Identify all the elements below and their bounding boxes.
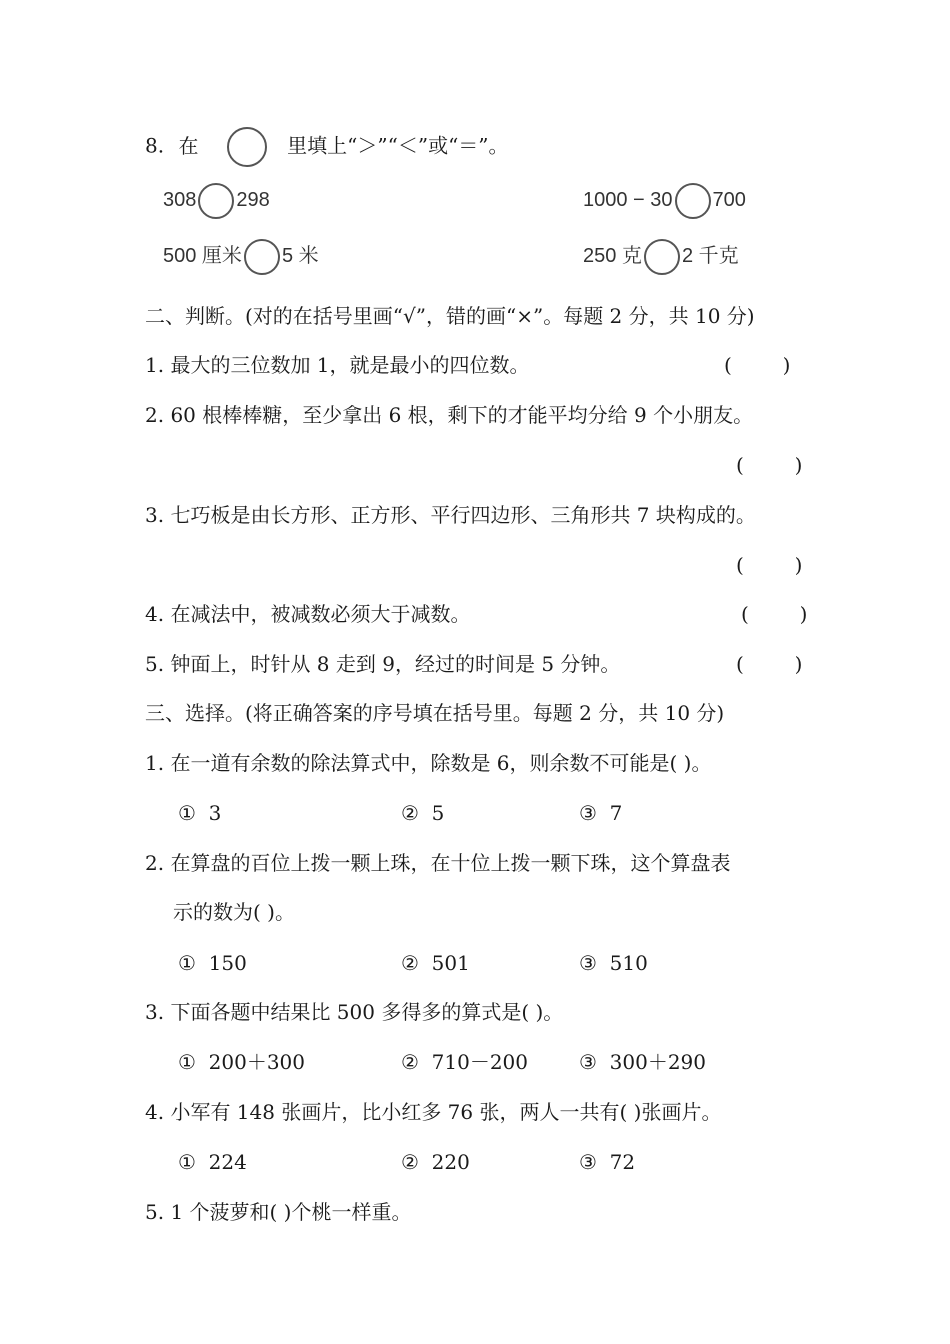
option-3[interactable]: ③ 510 xyxy=(579,951,648,975)
q8-pre: 在 xyxy=(178,133,199,158)
option-1[interactable]: ① 224 xyxy=(178,1150,247,1174)
compare-right: 298 xyxy=(236,189,270,211)
compare-right: 5 米 xyxy=(281,245,319,267)
compare-item-3 xyxy=(163,236,319,276)
judge-item-5: 5. 钟面上，时针从 8 走到 9，经过的时间是 5 分钟。 xyxy=(145,652,621,676)
compare-item-2 xyxy=(583,180,746,220)
answer-circle[interactable] xyxy=(198,183,234,219)
option-2[interactable]: ② 220 xyxy=(401,1150,470,1174)
judge-item-2: 2. 60 根棒棒糖，至少拿出 6 根，剩下的才能平均分给 9 个小朋友。 xyxy=(145,403,754,427)
compare-right: 700 xyxy=(712,189,746,211)
judge-item-3: 3. 七巧板是由长方形、正方形、平行四边形、三角形共 7 块构成的。 xyxy=(145,503,756,527)
q8-number: 8. xyxy=(145,133,165,158)
judge-item-4: 4. 在减法中，被减数必须大于减数。 xyxy=(145,602,471,626)
answer-paren[interactable]: ( ) xyxy=(736,453,803,477)
answer-circle[interactable] xyxy=(644,239,680,275)
choice-q5: 5. 1 个菠萝和( )个桃一样重。 xyxy=(145,1200,412,1224)
compare-left: 500 厘米 xyxy=(163,245,242,267)
answer-circle[interactable] xyxy=(675,183,711,219)
q8-instruction: 里填上“＞”“＜”或“＝”。 xyxy=(287,133,509,158)
choice-q2: 2. 在算盘的百位上拨一颗上珠，在十位上拨一颗下珠，这个算盘表 xyxy=(145,851,731,875)
answer-paren[interactable]: ( ) xyxy=(724,353,791,377)
compare-left: 1000 − 30 xyxy=(583,189,673,211)
option-1[interactable]: ① 200＋300 xyxy=(178,1050,305,1074)
compare-item-4 xyxy=(583,236,739,276)
answer-circle[interactable] xyxy=(244,239,280,275)
option-3[interactable]: ③ 7 xyxy=(579,801,623,825)
option-1[interactable]: ① 3 xyxy=(178,801,222,825)
option-1[interactable]: ① 150 xyxy=(178,951,247,975)
option-2[interactable]: ② 5 xyxy=(401,801,445,825)
answer-paren[interactable]: ( ) xyxy=(736,553,803,577)
q8-header xyxy=(145,127,509,167)
choice-q2-cont: 示的数为( )。 xyxy=(173,900,295,924)
compare-right: 2 千克 xyxy=(681,245,739,267)
option-2[interactable]: ② 501 xyxy=(401,951,470,975)
blank-circle-example xyxy=(227,127,267,167)
option-3[interactable]: ③ 300＋290 xyxy=(579,1050,706,1074)
choice-q4: 4. 小军有 148 张画片，比小红多 76 张，两人一共有( )张画片。 xyxy=(145,1100,722,1124)
option-3[interactable]: ③ 72 xyxy=(579,1150,636,1174)
choice-q1: 1. 在一道有余数的除法算式中，除数是 6，则余数不可能是( )。 xyxy=(145,751,712,775)
answer-paren[interactable]: ( ) xyxy=(741,602,808,626)
compare-item-1 xyxy=(163,180,270,220)
judge-item-1: 1. 最大的三位数加 1，就是最小的四位数。 xyxy=(145,353,530,377)
compare-left: 250 克 xyxy=(583,245,642,267)
option-2[interactable]: ② 710－200 xyxy=(401,1050,528,1074)
section-3-title: 三、选择。(将正确答案的序号填在括号里。每题 2 分，共 10 分) xyxy=(145,701,725,725)
compare-left: 308 xyxy=(163,189,197,211)
choice-q3: 3. 下面各题中结果比 500 多得多的算式是( )。 xyxy=(145,1000,564,1024)
answer-paren[interactable]: ( ) xyxy=(736,652,803,676)
section-2-title: 二、判断。(对的在括号里画“√”，错的画“×”。每题 2 分，共 10 分) xyxy=(145,304,755,328)
